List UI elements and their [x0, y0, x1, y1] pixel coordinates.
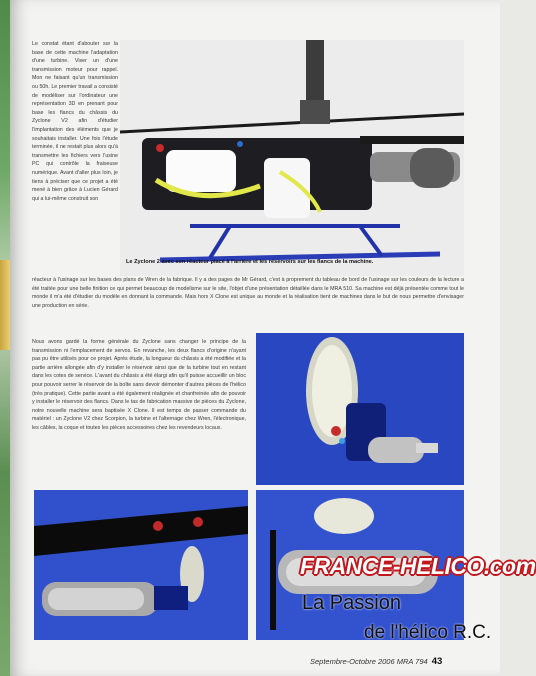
full-width-paragraph: réacteur à l'usinage sur les bases des plans de Wren de la fabrique. Il y a des pages de Mr Gérard, c'est à proprement du tableau de bord de l'usinage sur les couleurs de la lecture a été traitée pour une belle finition ce qui permet beaucoup de modelisme sur le site, l'objet d'une présentation détaillée dans le MRA 510. Sa machine est déjà présentée comme tout le monde il m'a été d'étudier du modèle en donnant la commande. Mais hors X Clone est unique au monde et la réalisation tient de machines dans le but de nous permettre d'envisager une production en série.	[32, 277, 464, 309]
logo-tagline-helico: de l'hélico R.C.	[364, 622, 492, 643]
helicopter-illustration	[120, 40, 464, 276]
page-footer	[310, 656, 490, 667]
france-helico-logo: FRANCE-HELICO.com	[300, 553, 536, 579]
cad-gear-illustration	[256, 333, 464, 485]
cad-render-chassis	[34, 490, 248, 640]
paragraph-three: Nous avons gardé la forme générale du Zyclone sans changer le principe de la transmission ni l'emplacement de servos. En revanche, les deux flancs d'origine n'ayant pas pu être utilisés pour ce projet. Après étude, la longueur du châssis a été modifiée et la partie arrière allongée afin d'y installer le réservoir ainsi que de la turbine tout en restant dans les cotes de service. L'avant du châssis a été élargi afin qu'il puisse accueillir un bloc pour pouvoir serrer le réservoir de la boîte sans devoir démonter d'autres pièces de l'hélico (très pratique). Cette partie avant a été également réalignée et chanfreinée afin de pouvoir y installer le réservoir des flancs. Dans le tas de fabrication massive de pièces du Zyclone, notre nouvelle machine sera baptisée X Clone. Il est temps de passer commande du matériel : un Zyclone V2 chez Scorpion, la turbine et l'alternage chez Wren, l'électronique, les câbles, la coque et toutes les pièces accessoires chez les revendeurs locaux.	[32, 339, 246, 431]
logo-tagline-passion: La Passion	[302, 592, 401, 614]
intro-paragraph: Le constat étant d'abouter sur la base de cette machine l'adaptation d'une turbine. Viser un d'une transmission moteur pour rappel. Mon ne faisant qu'un transmission ou 50h. Le premier travail a consisté de modéliser sur l'ordinateur une représentation 3D en prenant pour base les flancs du châssis du Zyclone V2 afin d'étudier l'implantation des éléments que je souhaitais installer. Une fois l'étude terminée, il ne restait plus alors qu'à transmettre les fichiers vers l'usine PC qui contrôle la fraiseuse numérique. Avant d'aller plus loin, je tiens à préciser que ce projet a été mené à bien grâce à Lucien Gérard qui a lui-même construit son	[32, 41, 118, 202]
issue-label: Septembre-Octobre 2006 MRA 794	[310, 657, 428, 666]
cad-render-gear	[256, 333, 464, 485]
helicopter-photo	[120, 40, 464, 276]
photo-caption: Le Zyclone 2 avec son réacteur placé à l'arrière et les réservoirs sur les flancs de la machine.	[126, 259, 374, 265]
adjacent-page-edge-detail	[0, 260, 10, 350]
cad-chassis-illustration	[34, 490, 248, 640]
page-number: 43	[431, 656, 443, 667]
